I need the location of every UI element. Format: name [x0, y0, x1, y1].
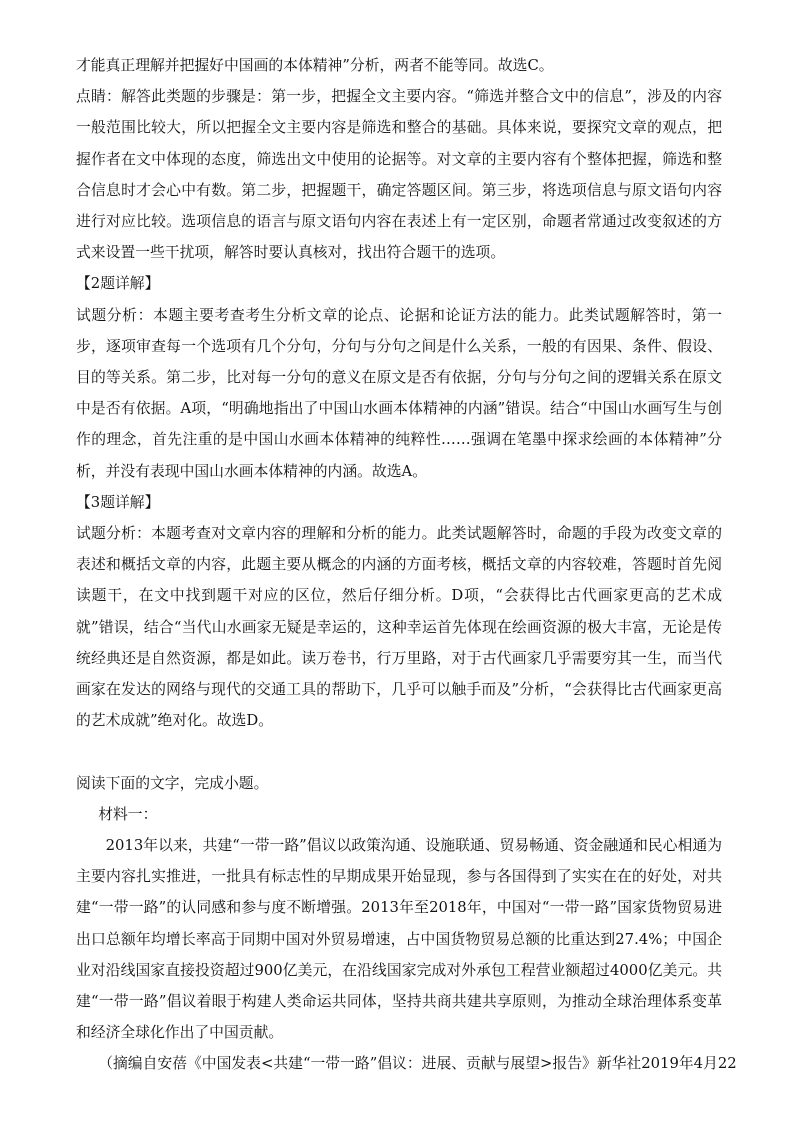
document-body	[76, 50, 737, 1080]
material-label: 材料一：	[98, 805, 158, 823]
question-3-heading: 【3题详解】	[76, 493, 160, 511]
question-2-analysis: 试题分析：本题主要考查考生分析文章的论点、论据和论证方法的能力。此类试题解答时，第一步，逐项审查每一个选项有几个分句，分句与分句之间是什么关系，一般的有因果、条件、假设、目的等关系。第二步，比对每一分句的意义在原文是否有依据，分句与分句之间的逻辑关系在原文中是否有依据。A项，“明确地指出了中国山水画本体精神的内涵”错误。结合“中国山水画写生与创作的理念，首先注重的是中国山水画本体精神的纯粹性……强调在笔墨中探求绘画的本体精神”分析，并没有表现中国山水画本体精神的内涵。故选A。	[76, 306, 722, 480]
reading-instruction: 阅读下面的文字，完成小题。	[76, 774, 269, 792]
material-one-text: 2013年以来，共建“一带一路”倡议以政策沟通、设施联通、贸易畅通、资金融通和民心相通为主要内容扎实推进，一批具有标志性的早期成果开始显现，参与各国得到了实实在在的好处，对共建“一带一路”的认同感和参与度不断增强。2013年至2018年，中国对“一带一路”国家货物贸易进出口总额年均增长率高于同期中国对外贸易增速，占中国货物贸易总额的比重达到27.4%；中国企业对沿线国家直接投资超过900亿美元，在沿线国家完成对外承包工程营业额超过4000亿美元。共建“一带一路”倡议着眼于构建人类命运共同体，坚持共商共建共享原则，为推动全球治理体系变革和经济全球化作出了中国贡献。	[76, 837, 722, 1042]
material-source: （摘编自安蓓《中国发表<共建“一带一路”倡议：进展、贡献与展望>报告》新华社2019年4月22	[98, 1055, 737, 1073]
answer-conclusion: 才能真正理解并把握好中国画的本体精神”分析，两者不能等同。故选C。	[76, 57, 554, 74]
tips-paragraph: 点睛：解答此类题的步骤是：第一步，把握全文主要内容。“筛选并整合文中的信息”，涉及的内容一般范围比较大，所以把握全文主要内容是筛选和整合的基础。具体来说，要探究文章的观点，把握作者在文中体现的态度，筛选出文中使用的论据等。对文章的主要内容有个整体把握，筛选和整合信息时才会心中有数。第二步，把握题干，确定答题区间。第三步，将选项信息与原文语句内容进行对应比较。选项信息的语言与原文语句内容在表述上有一定区别，命题者常通过改变叙述的方式来设置一些干扰项，解答时要认真核对，找出符合题干的选项。	[76, 88, 722, 262]
question-3-analysis: 试题分析：本题考查对文章内容的理解和分析的能力。此类试题解答时，命题的手段为改变文章的表述和概括文章的内容，此题主要从概念的内涵的方面考核，概括文章的内容较难，答题时首先阅读题干，在文中找到题干对应的区位，然后仔细分析。D项，“会获得比古代画家更高的艺术成就”错误，结合“当代山水画家无疑是幸运的，这种幸运首先体现在绘画资源的极大丰富，无论是传统经典还是自然资源，都是如此。读万卷书，行万里路，对于古代画家几乎需要穷其一生，而当代画家在发达的网络与现代的交通工具的帮助下，几乎可以触手而及”分析，“会获得比古代画家更高的艺术成就”绝对化。故选D。	[76, 525, 722, 730]
question-2-heading: 【2题详解】	[76, 275, 160, 293]
